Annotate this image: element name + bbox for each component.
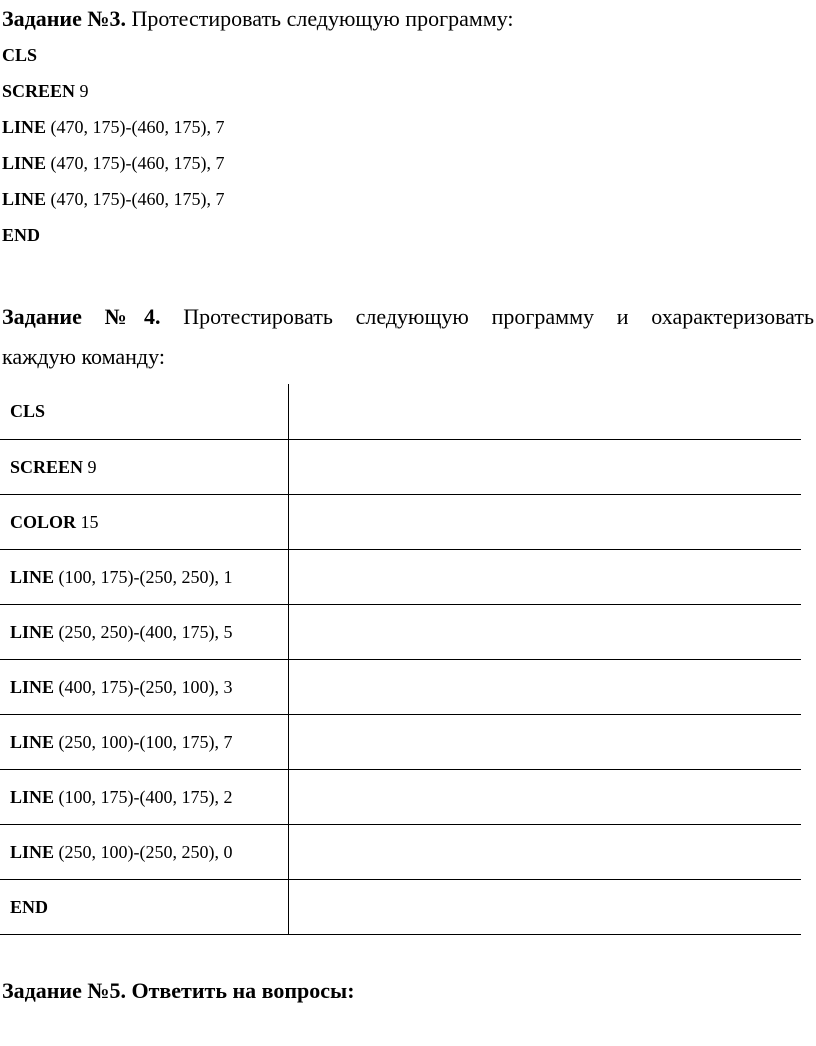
table-row (0, 769, 801, 824)
description-cell[interactable] (288, 494, 801, 549)
table-row (0, 714, 801, 769)
table-row (0, 549, 801, 604)
code-keyword: SCREEN (2, 81, 76, 101)
task5-label: Задание №5. Ответить на вопросы: (2, 978, 355, 1003)
task3-code-line (2, 224, 40, 246)
task3-code-line (2, 188, 225, 210)
code-keyword: LINE (10, 566, 55, 587)
description-cell[interactable] (288, 769, 801, 824)
description-cell[interactable] (288, 824, 801, 879)
command-cell (0, 824, 288, 879)
code-args: 15 (76, 511, 99, 532)
table-row (0, 879, 801, 934)
code-keyword: LINE (2, 117, 47, 137)
table-row (0, 604, 801, 659)
code-args: 9 (75, 81, 89, 101)
table-row (0, 439, 801, 494)
command-cell (0, 604, 288, 659)
table-row (0, 659, 801, 714)
code-keyword: END (10, 896, 49, 917)
code-args: (100, 175)-(400, 175), 2 (54, 786, 233, 807)
description-cell[interactable] (288, 659, 801, 714)
task3-text: Протестировать следующую программу: (131, 6, 514, 31)
description-cell[interactable] (288, 714, 801, 769)
code-args: (470, 175)-(460, 175), 7 (46, 117, 225, 137)
code-keyword: END (2, 225, 41, 245)
code-keyword: CLS (2, 45, 38, 65)
code-keyword: LINE (2, 153, 47, 173)
table-row (0, 494, 801, 549)
task3-code-line (2, 116, 225, 138)
code-keyword: LINE (10, 621, 55, 642)
code-keyword: SCREEN (10, 456, 84, 477)
task4-heading (2, 304, 814, 330)
table-row (0, 384, 801, 439)
task3-label: Задание №3. (2, 6, 126, 31)
code-keyword: LINE (2, 189, 47, 209)
code-args: (250, 250)-(400, 175), 5 (54, 621, 233, 642)
command-table (0, 384, 801, 935)
command-cell (0, 879, 288, 934)
command-cell (0, 439, 288, 494)
task4-text-line2: каждую команду: (2, 344, 165, 369)
description-cell[interactable] (288, 439, 801, 494)
task4-label: Задание №4. (2, 304, 161, 329)
table-row (0, 824, 801, 879)
task3-code-line (2, 152, 225, 174)
command-cell (0, 714, 288, 769)
command-cell (0, 384, 288, 439)
code-args: (470, 175)-(460, 175), 7 (46, 153, 225, 173)
task4-text-line1: Протестировать следующую программу и охарактеризовать (183, 304, 815, 329)
code-args: (100, 175)-(250, 250), 1 (54, 566, 233, 587)
code-args: (250, 100)-(250, 250), 0 (54, 841, 233, 862)
code-keyword: CLS (10, 401, 46, 422)
command-cell (0, 769, 288, 824)
description-cell[interactable] (288, 549, 801, 604)
description-cell[interactable] (288, 384, 801, 439)
code-keyword: COLOR (10, 511, 77, 532)
task5-heading (2, 978, 355, 1004)
code-keyword: LINE (10, 841, 55, 862)
code-keyword: LINE (10, 786, 55, 807)
task3-code-line (2, 80, 89, 102)
command-cell (0, 659, 288, 714)
command-cell (0, 494, 288, 549)
description-cell[interactable] (288, 879, 801, 934)
code-keyword: LINE (10, 676, 55, 697)
code-args: (250, 100)-(100, 175), 7 (54, 731, 233, 752)
task3-code-line (2, 44, 37, 66)
code-keyword: LINE (10, 731, 55, 752)
command-cell (0, 549, 288, 604)
task3-heading (2, 6, 514, 32)
code-args: 9 (83, 456, 97, 477)
description-cell[interactable] (288, 604, 801, 659)
code-args: (400, 175)-(250, 100), 3 (54, 676, 233, 697)
code-args: (470, 175)-(460, 175), 7 (46, 189, 225, 209)
